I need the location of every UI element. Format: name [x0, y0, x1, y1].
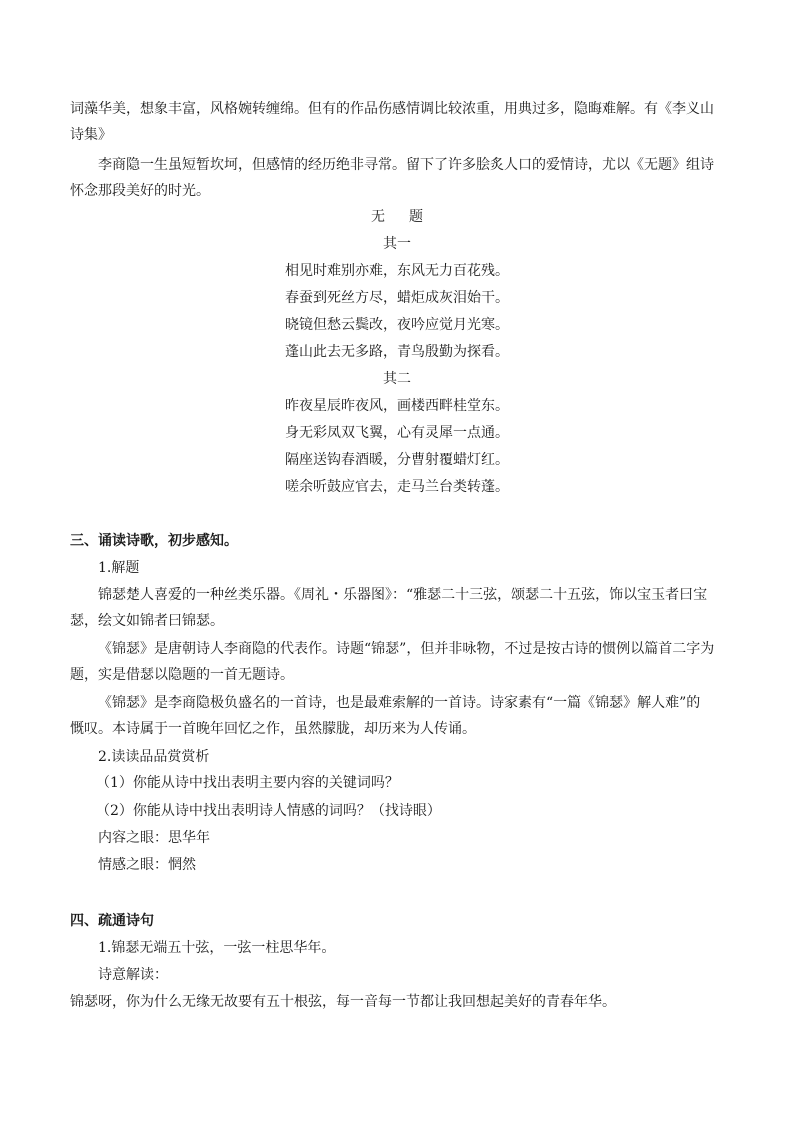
poem-part2-line-4: 嗟余听鼓应官去，走马兰台类转蓬。: [285, 479, 509, 495]
poem-part1-line-2: 春蚕到死丝方尽，蜡炬成灰泪始干。: [285, 290, 509, 306]
poem-part2-line-1: 昨夜星辰昨夜风，画楼西畔桂堂东。: [285, 398, 509, 414]
section3-p2-line-1: 《锦瑟》是唐朝诗人李商隐的代表作。诗题“锦瑟”，但并非咏物，不过是按古诗的惯例以篇首二字为: [98, 641, 715, 657]
section3-p3-line-1: 《锦瑟》是李商隐极负盛名的一首诗，也是最难索解的一首诗。诗家素有“一篇《锦瑟》解人难”的: [98, 695, 701, 711]
poem-part2-line-2: 身无彩凤双飞翼，心有灵犀一点通。: [285, 425, 509, 441]
section3-p1-line-2: 瑟，绘文如锦者曰锦瑟。: [70, 613, 224, 629]
section3-answer-1: 内容之眼：思华年: [98, 830, 210, 846]
section3-question-1: （1）你能从诗中找出表明主要内容的关键词吗？: [96, 775, 399, 791]
poem-part1-line-4: 蓬山此去无多路，青鸟殷勤为探看。: [285, 344, 509, 360]
intro-line-1: 词藻华美，想象丰富，风格婉转缠绵。但有的作品伤感情调比较浓重，用典过多，隐晦难解。有《李义山: [70, 101, 714, 117]
section3-question-2: （2）你能从诗中找出表明诗人情感的词吗？（找诗眼）: [96, 803, 441, 819]
intro-line-3: 李商隐一生虽短暂坎坷，但感情的经历绝非寻常。留下了许多脍炙人口的爱情诗，尤以《无题》组诗: [98, 157, 714, 173]
poem-part1-line-1: 相见时难别亦难，东风无力百花残。: [285, 263, 509, 279]
intro-line-2: 诗集》: [70, 127, 112, 143]
section3-sub1: 1.解题: [98, 560, 140, 576]
poem-part2-line-3: 隔座送钩春酒暖，分曹射覆蜡灯红。: [285, 452, 509, 468]
section4-interpretation: 锦瑟呀，你为什么无缘无故要有五十根弦，每一音每一节都让我回想起美好的青春年华。: [70, 994, 616, 1010]
section4-label: 诗意解读：: [98, 967, 168, 983]
section3-p1-line-1: 锦瑟楚人喜爱的一种丝类乐器。《周礼・乐器图》：“雅瑟二十三弦，颂瑟二十五弦，饰以宝玉者曰宝: [98, 587, 708, 603]
poem-part1-heading: 其一: [383, 236, 411, 252]
poem-part1-line-3: 晓镜但愁云鬓改，夜吟应觉月光寒。: [285, 317, 509, 333]
section3-p3-line-2: 慨叹。本诗属于一首晚年回忆之作，虽然朦胧，却历来为人传诵。: [70, 721, 476, 737]
section3-heading: 三、诵读诗歌，初步感知。: [70, 533, 238, 549]
poem-title: [70, 206, 724, 228]
poem-title-char-2: 题: [409, 209, 423, 225]
section3-sub2: 2.读读品品赏赏析: [98, 749, 210, 765]
section3-p2-line-2: 题，实是借瑟以隐题的一首无题诗。: [70, 667, 294, 683]
section4-line-1: 1.锦瑟无端五十弦，一弦一柱思华年。: [98, 940, 336, 956]
section3-answer-2: 情感之眼：惘然: [98, 857, 196, 873]
intro-line-4: 怀念那段美好的时光。: [70, 183, 210, 199]
section4-heading: 四、疏通诗句: [70, 913, 154, 929]
poem-title-char-1: 无: [371, 209, 385, 225]
poem-part2-heading: 其二: [383, 371, 411, 387]
